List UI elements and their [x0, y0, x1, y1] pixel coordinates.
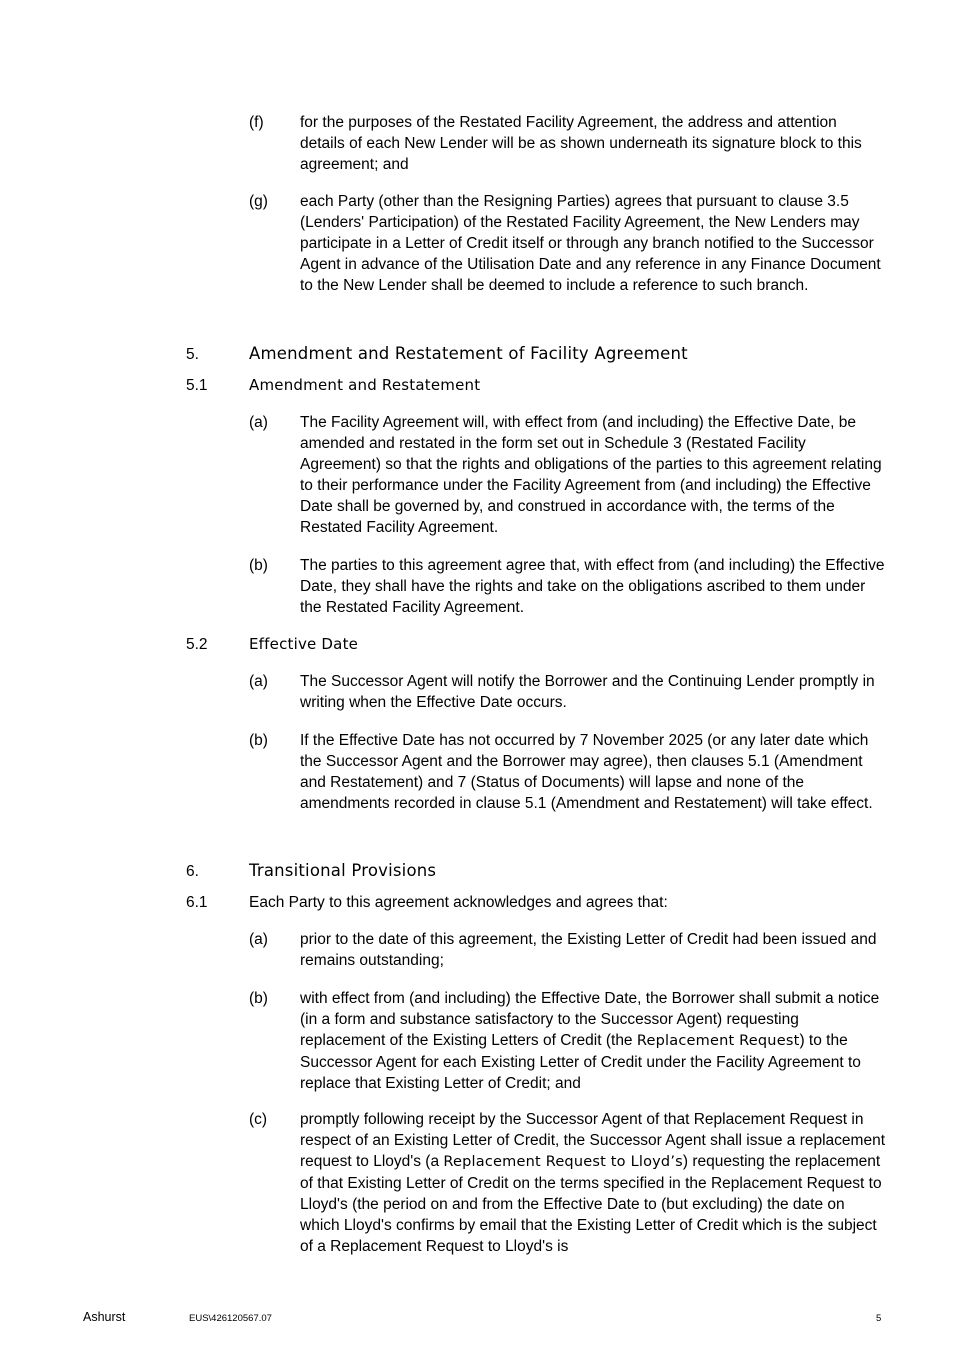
- defined-term: Replacement Request: [636, 1033, 800, 1049]
- item-label: (g): [249, 193, 268, 210]
- item-label: (b): [249, 557, 268, 574]
- clause-6-heading: Transitional Provisions: [249, 861, 437, 880]
- clause-4-item-g: each Party (other than the Resigning Parties) agrees that pursuant to clause 3.5 (Lenders' Participation) of the Restated Facility Agreement, the New Lenders may participate in a Letter of Credit itself or through any branch notified to the Successor Agent in advance of the Utilisation Date and any reference in any Finance Document to the New Lender shall be deemed to include a reference to such branch.: [300, 193, 881, 294]
- clause-6-number: 6.: [186, 863, 199, 880]
- item-label: (a): [249, 673, 268, 690]
- clause-5-2-item-b: If the Effective Date has not occurred by 7 November 2025 (or any later date which the Successor Agent and the Borrower may agree), then clauses 5.1 (Amendment and Restatement) and 7 (Status of Documents) will lapse and none of the amendments recorded in clause 5.1 (Amendment and Restatement) will take effect.: [300, 732, 873, 812]
- defined-term: Replacement Request to Lloyd’s: [443, 1154, 683, 1170]
- item-text: with effect from (and including) the Effective Date, the Borrower shall submit a notice (in a form and substance satisfactory to the Successor Agent) requesting replacement of the Existing Letters of Credit (the: [300, 990, 880, 1049]
- clause-4-item-f: for the purposes of the Restated Facility Agreement, the address and attention details of each New Lender will be as shown underneath its signature block to this agreement; and: [300, 114, 862, 173]
- clause-5-2-item-a: The Successor Agent will notify the Borrower and the Continuing Lender promptly in writing when the Effective Date occurs.: [300, 673, 875, 711]
- item-label: (a): [249, 931, 268, 948]
- clause-5-2-number: 5.2: [186, 636, 208, 653]
- clause-6-1-text: Each Party to this agreement acknowledges and agrees that:: [249, 894, 668, 911]
- clause-5-heading: Amendment and Restatement of Facility Agreement: [249, 344, 688, 363]
- item-label: (a): [249, 414, 268, 431]
- item-label: (b): [249, 732, 268, 749]
- clause-5-1-item-a: The Facility Agreement will, with effect from (and including) the Effective Date, be amended and restated in the form set out in Schedule 3 (Restated Facility Agreement) so that the rights and obligations of the parties to this agreement relating to their performance under the Facility Agreement from (and including) the Effective Date shall be governed by, and construed in accordance with, the terms of the Restated Facility Agreement.: [300, 414, 882, 536]
- clause-5-1-item-b: The parties to this agreement agree that, with effect from (and including) the Effective Date, they shall have the rights and take on the obligations ascribed to them under the Restated Facility Agreement.: [300, 557, 885, 616]
- footer-firm-name: Ashurst: [83, 1310, 126, 1324]
- clause-5-2-heading: Effective Date: [249, 635, 359, 653]
- clause-6-1-item-b: [300, 988, 885, 1094]
- item-text: promptly following receipt by the Successor Agent of that Replacement Request in respect of an Existing Letter of Credit, the Successor Agent shall issue a replacement request to Lloyd's (a: [300, 1111, 886, 1170]
- item-label: (c): [249, 1111, 268, 1128]
- clause-5-1-heading: Amendment and Restatement: [249, 376, 481, 394]
- item-label: (f): [249, 114, 264, 131]
- clause-5-number: 5.: [186, 346, 199, 363]
- clause-6-1-item-a: prior to the date of this agreement, the Existing Letter of Credit had been issued and remains outstanding;: [300, 931, 877, 969]
- item-text: ) requesting the replacement of that Existing Letter of Credit on the terms specified in the Replacement Request to Lloyd's (the period on and from the Effective Date to (but excluding) the date on which Lloyd's confirms by email that the Existing Letter of Credit which is the subject of a Replacement Request to Lloyd's is: [300, 1153, 882, 1255]
- item-label: (b): [249, 990, 268, 1007]
- footer-page-number: 5: [876, 1313, 882, 1324]
- clause-6-1-item-c: [300, 1109, 885, 1257]
- footer-document-reference: EUS\426120567.07: [189, 1313, 272, 1324]
- item-text: ) to the Successor Agent for each Existing Letter of Credit under the Facility Agreement to replace that Existing Letter of Credit; and: [300, 1032, 861, 1092]
- clause-6-1-number: 6.1: [186, 894, 208, 911]
- clause-5-1-number: 5.1: [186, 377, 208, 394]
